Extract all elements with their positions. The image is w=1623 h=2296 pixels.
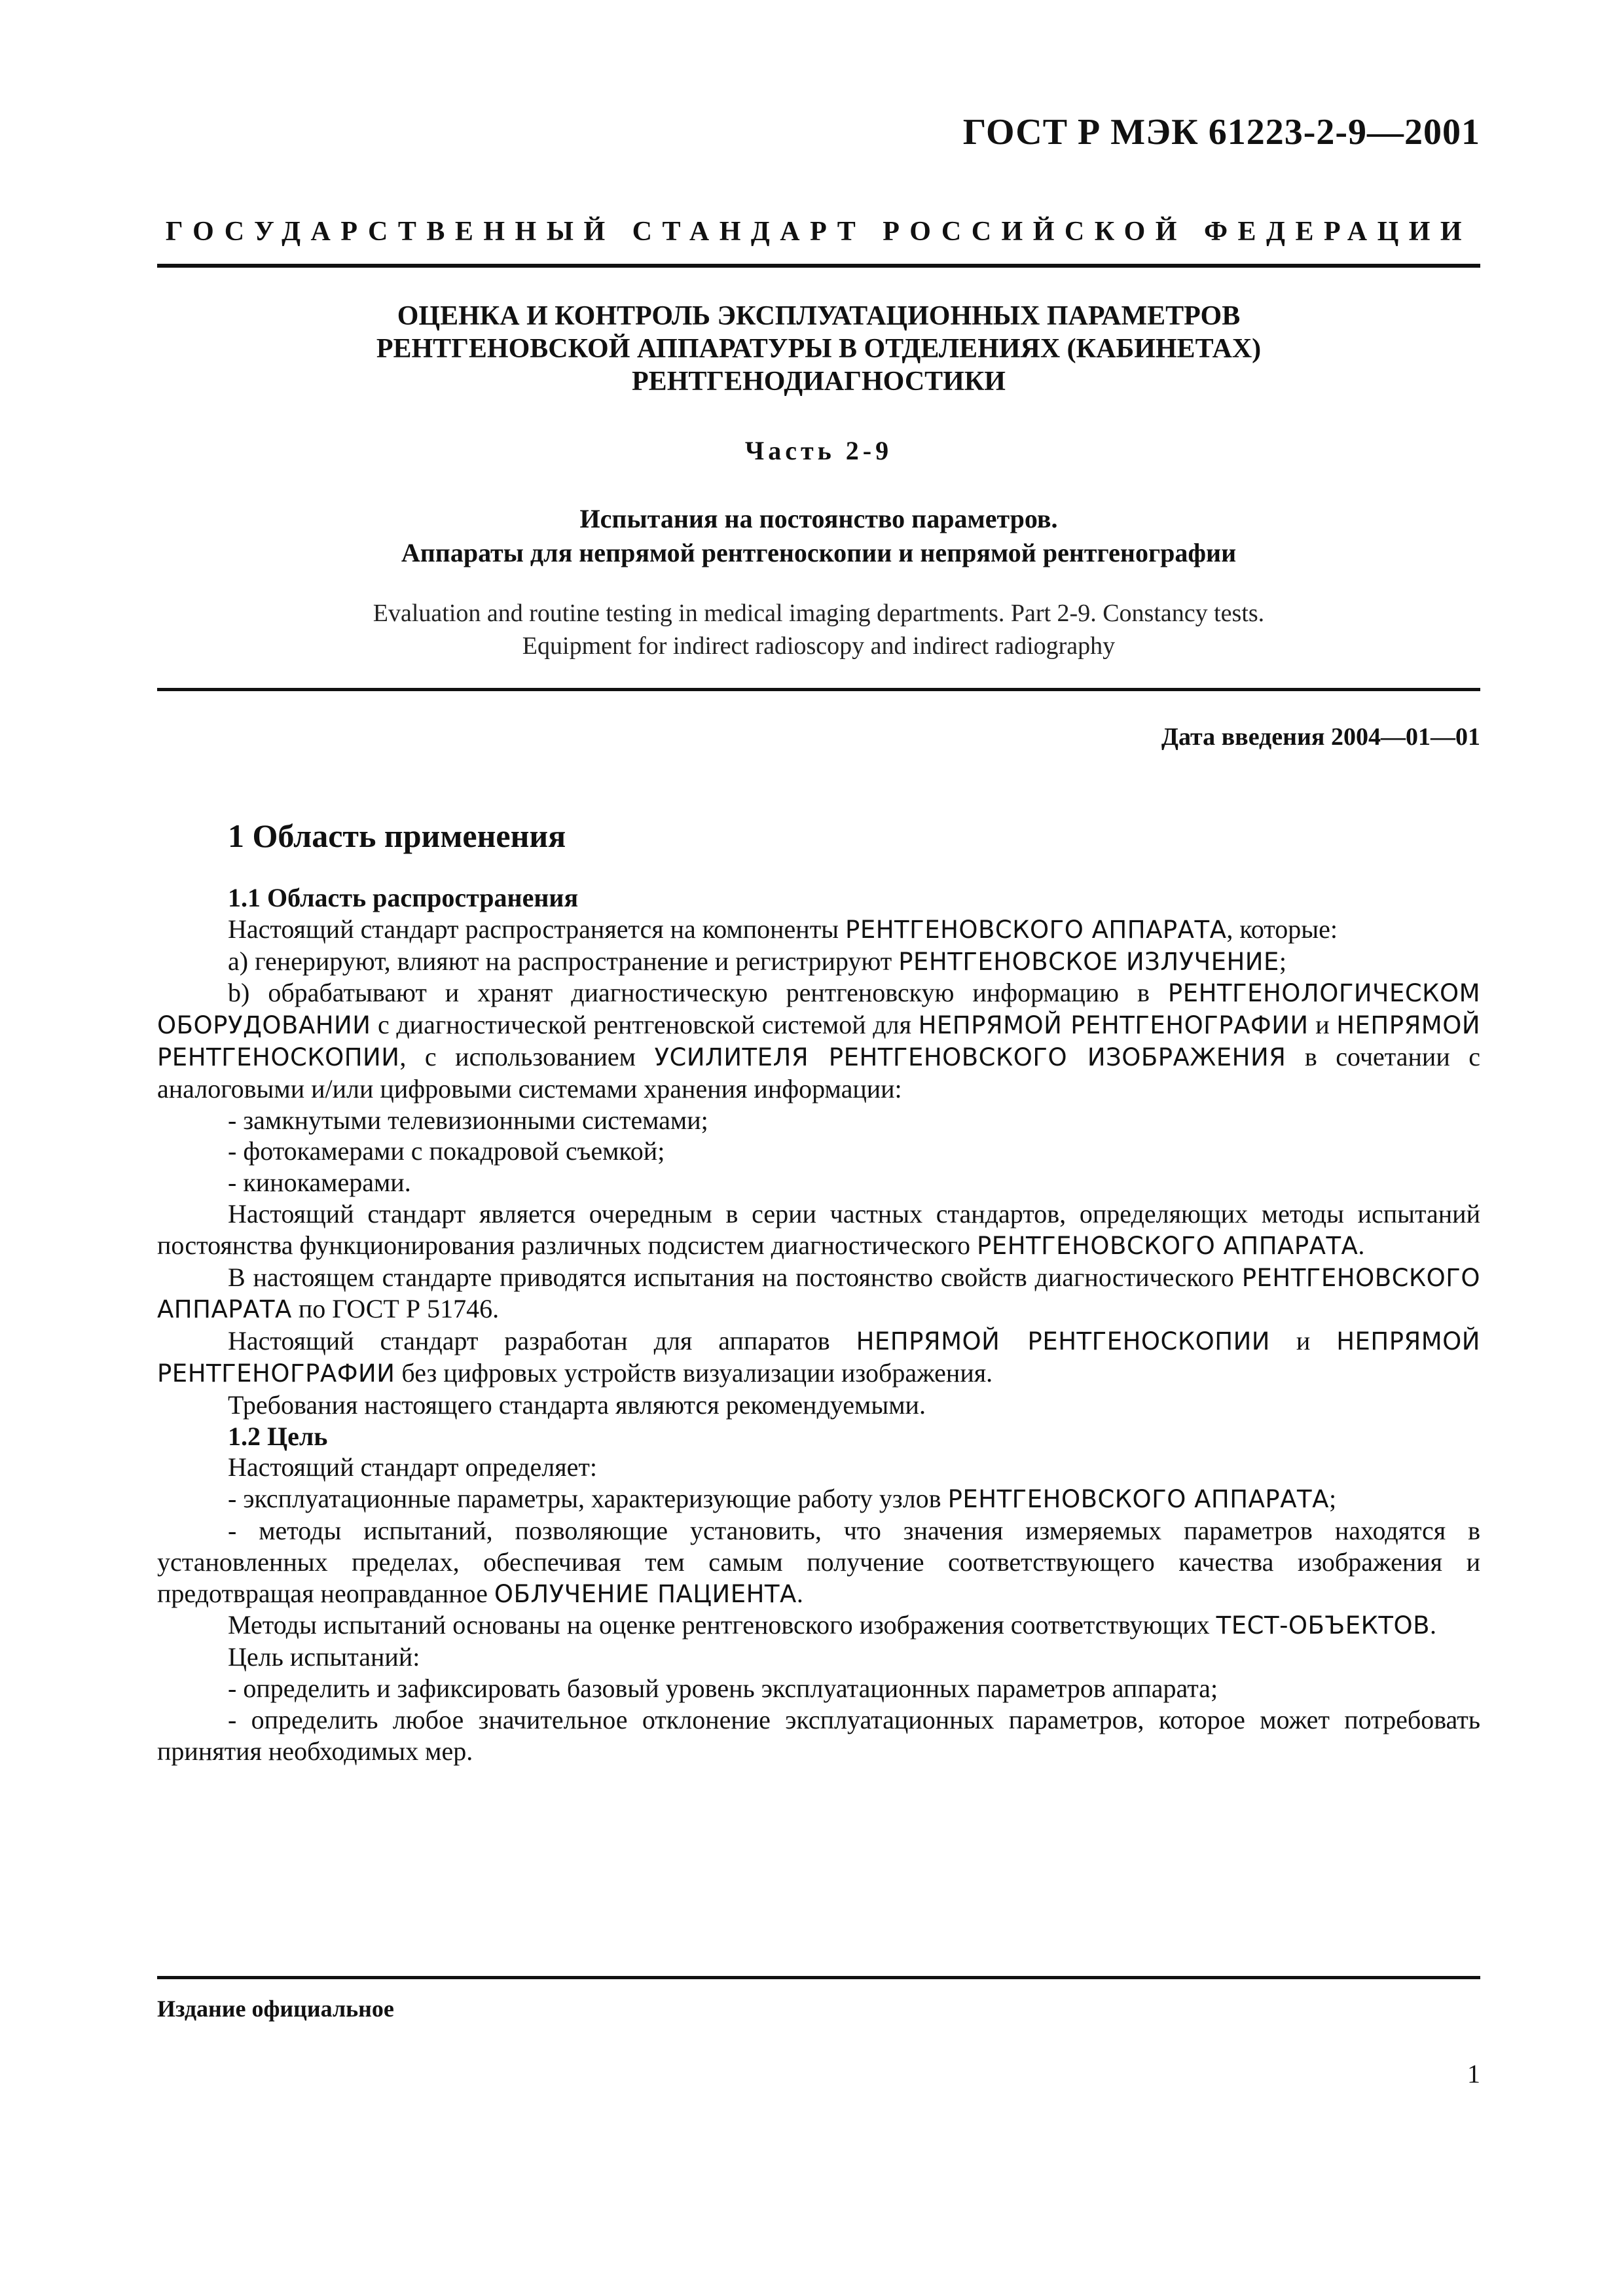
- introduction-date: Дата введения 2004—01—01: [1161, 723, 1480, 751]
- part-label: Часть 2-9: [744, 436, 893, 465]
- paragraph-series: Настоящий стандарт является очередным в серии частных стандартов, определяющих методы испытаний постоянства функционирования различных подсистем диагностического РЕНТГЕНОВСКОГО АППАРАТА.: [157, 1198, 1480, 1260]
- paragraph-test-objects: Методы испытаний основаны на оценке рентгеновского изображения соответствующих ТЕСТ-ОБЪЕКТОВ.: [228, 1610, 1436, 1640]
- list-item-b: b) обрабатывают и хранят диагностическую рентгеновскую информацию в РЕНТГЕНОЛОГИЧЕСКОМ ОБОРУДОВАНИИ с диагностической рентгеновской системой для НЕПРЯМОЙ РЕНТГЕНОГРАФИИ и НЕПРЯМОЙ РЕНТГЕНОСКОПИИ, с использованием УСИЛИТЕЛЯ РЕНТГЕНОВСКОГО ИЗОБРАЖЕНИЯ в сочетании с аналоговыми и/или цифровыми системами хранения информации:: [157, 978, 1481, 1103]
- english-title: [157, 597, 1480, 662]
- organization-line: ГОСУДАРСТВЕННЫЙ СТАНДАРТ РОССИЙСКОЙ ФЕДЕРАЦИИ: [165, 217, 1472, 247]
- document-subtitle: [157, 502, 1480, 570]
- footer-rule: [157, 1976, 1480, 1979]
- document-title: [157, 300, 1480, 398]
- dash-item-tv: - замкнутыми телевизионными системами;: [228, 1105, 708, 1135]
- official-edition-label: Издание официальное: [157, 1996, 394, 2022]
- dash-item-baseline: - определить и зафиксировать базовый уровень эксплуатационных параметров аппарата;: [228, 1673, 1218, 1703]
- paragraph-defines: Настоящий стандарт определяет:: [228, 1452, 597, 1482]
- page-number: 1: [1467, 2059, 1480, 2089]
- dash-item-photo: - фотокамерами с покадровой съемкой;: [228, 1136, 665, 1166]
- paragraph-test-goal: Цель испытаний:: [228, 1642, 420, 1672]
- subtitle-line-1: Испытания на постоянство параметров.: [579, 504, 1058, 533]
- dash-item-methods: - методы испытаний, позволяющие установить, что значения измеряемых параметров находятся в установленных пределах, обеспечивая тем самым получение соответствующего качества изображения и предотвращая неоправданное ОБЛУЧЕНИЕ ПАЦИЕНТА.: [157, 1515, 1480, 1608]
- section-heading: 1 Область применения: [228, 817, 566, 854]
- title-line-2: РЕНТГЕНОВСКОЙ АППАРАТУРЫ В ОТДЕЛЕНИЯХ (КАБИНЕТАХ): [376, 334, 1262, 364]
- subsection-heading-scope: 1.1 Область распространения: [228, 883, 579, 912]
- paragraph-tests: В настоящем стандарте приводятся испытания на постоянство свойств диагностического РЕНТГЕНОВСКОГО АППАРАТА по ГОСТ Р 51746.: [157, 1262, 1480, 1324]
- title-rule: [157, 688, 1480, 691]
- paragraph-scope-intro: Настоящий стандарт распространяется на компоненты РЕНТГЕНОВСКОГО АППАРАТА, которые:: [228, 914, 1338, 944]
- paragraph-recommended: Требования настоящего стандарта являются рекомендуемыми.: [228, 1390, 926, 1420]
- header-rule: [157, 264, 1480, 268]
- section-body: [157, 882, 1480, 1767]
- list-item-a: a) генерируют, влияют на распространение и регистрируют РЕНТГЕНОВСКОЕ ИЗЛУЧЕНИЕ;: [228, 946, 1286, 976]
- paragraph-devices: Настоящий стандарт разработан для аппаратов НЕПРЯМОЙ РЕНТГЕНОСКОПИИ и НЕПРЯМОЙ РЕНТГЕНОГРАФИИ без цифровых устройств визуализации изображения.: [157, 1326, 1480, 1388]
- document-number: ГОСТ Р МЭК 61223-2-9—2001: [962, 112, 1480, 152]
- subsection-heading-purpose: 1.2 Цель: [228, 1421, 328, 1451]
- dash-item-cine: - кинокамерами.: [228, 1168, 411, 1198]
- subtitle-line-2: Аппараты для непрямой рентгеноскопии и непрямой рентгенографии: [401, 538, 1237, 567]
- dash-item-parameters: - эксплуатационные параметры, характеризующие работу узлов РЕНТГЕНОВСКОГО АППАРАТА;: [228, 1484, 1337, 1514]
- title-line-1: ОЦЕНКА И КОНТРОЛЬ ЭКСПЛУАТАЦИОННЫХ ПАРАМЕТРОВ: [397, 301, 1241, 331]
- dash-item-deviation: - определить любое значительное отклонение эксплуатационных параметров, которое может потребовать принятия необходимых мер.: [157, 1704, 1480, 1766]
- english-title-line-2: Equipment for indirect radioscopy and indirect radiography: [522, 632, 1116, 660]
- title-line-3: РЕНТГЕНОДИАГНОСТИКИ: [632, 367, 1006, 397]
- english-title-line-1: Evaluation and routine testing in medical imaging departments. Part 2-9. Constancy tests.: [373, 600, 1265, 627]
